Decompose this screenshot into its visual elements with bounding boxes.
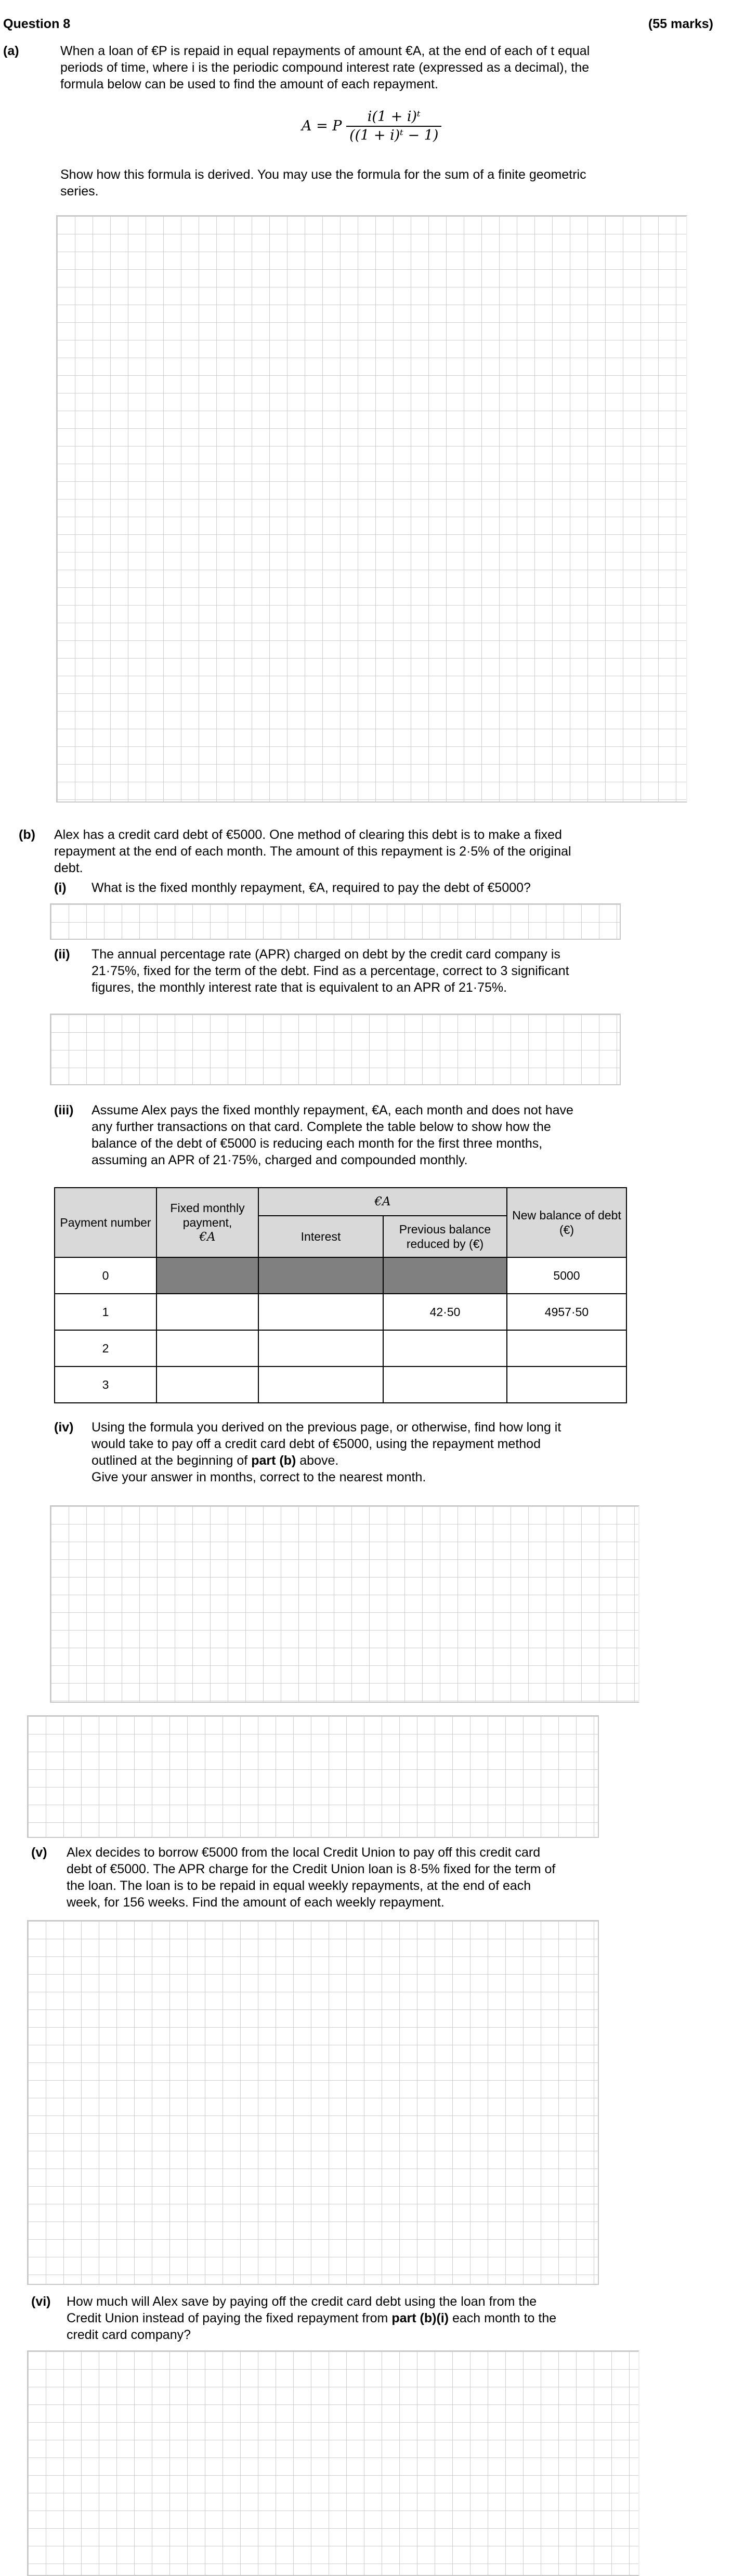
answer-grid-v[interactable] <box>27 1920 599 2285</box>
annuity-formula: A = P $\frac{\text{i(1 + i)ᵗ}}{\text{((1 + i)ᵗ − 1)}}$ <box>302 108 441 144</box>
part-i-text: What is the fixed monthly repayment, €A, required to pay the debt of €5000? <box>92 880 531 895</box>
table-row: 2 <box>55 1330 626 1366</box>
header-interest: Interest <box>258 1216 383 1257</box>
answer-grid-iv-cont[interactable] <box>27 1715 599 1838</box>
part-vi-text: How much will Alex save by paying off the credit card debt using the loan from the Credit Union instead of paying the fixed repayment from part (b)(i) each month to the credit card company? <box>67 2294 557 2342</box>
part-iv-text: Using the formula you derived on the previous page, or otherwise, find how long it would take to pay off a credit card debt of €5000, using the repayment method outlined at the beginning of part (b) above. Give your answer in months, correct to the nearest month. <box>92 1420 561 1484</box>
answer-grid-ii[interactable] <box>50 1014 621 1085</box>
answer-grid-a[interactable] <box>56 215 687 803</box>
part-a-text: When a loan of €P is repaid in equal repayments of amount €A, at the end of each of t equal periods of time, where i is the periodic compound interest rate (expressed as a decimal), the formula below can be used to find the amount of each repayment. <box>60 44 590 91</box>
header-payment-number: Payment number <box>55 1188 156 1257</box>
question-title: Question 8 <box>3 17 71 31</box>
header-new-balance: New balance of debt (€) <box>507 1188 626 1257</box>
part-b-label: (b) <box>19 827 35 842</box>
part-i-label: (i) <box>54 880 67 895</box>
part-v-text: Alex decides to borrow €5000 from the local Credit Union to pay off this credit card debt of €5000. The APR charge for the Credit Union loan is 8·5% fixed for the term of the loan. The loan is to be repaid in equal weekly repayments, at the end of each week, for 156 weeks. Find the amount of each weekly repayment. <box>67 1845 556 1910</box>
part-a-instruction: Show how this formula is derived. You may use the formula for the sum of a finite geometric series. <box>60 167 586 199</box>
table-row: 1 42·50 4957·50 <box>55 1294 626 1330</box>
marks-label: (55 marks) <box>648 17 713 31</box>
part-ii-label: (ii) <box>54 947 70 962</box>
part-b-text: Alex has a credit card debt of €5000. One method of clearing this debt is to make a fixed repayment at the end of each month. The amount of this repayment is 2·5% of the original debt. <box>54 827 571 875</box>
header-previous-balance: Previous balance reduced by (€) <box>383 1216 507 1257</box>
answer-grid-vi[interactable] <box>27 2350 639 2576</box>
part-ii-text: The annual percentage rate (APR) charged on debt by the credit card company is 21·75%, fixed for the term of the debt. Find as a percentage, correct to 3 significant figures, the monthly interest rate that is equivalent to an APR of 21·75%. <box>92 947 569 995</box>
header-fixed-monthly: Fixed monthly payment, €A <box>156 1188 258 1257</box>
answer-grid-i[interactable] <box>50 903 621 940</box>
header-group-a: €A <box>258 1188 507 1216</box>
part-iii-text: Assume Alex pays the fixed monthly repayment, €A, each month and does not have any further transactions on that card. Complete the table below to show how the balance of the debt of €5000 is reducing each month for the first three months, assuming an APR of 21·75%, charged and compounded monthly. <box>92 1103 573 1167</box>
table-row: 0 5000 <box>55 1257 626 1294</box>
part-a-label: (a) <box>3 44 19 58</box>
amortisation-table <box>54 1187 627 1403</box>
part-iv-label: (iv) <box>54 1420 74 1435</box>
answer-grid-iv[interactable] <box>50 1505 639 1703</box>
part-iii-label: (iii) <box>54 1103 74 1118</box>
part-vi-label: (vi) <box>31 2294 51 2309</box>
part-v-label: (v) <box>31 1845 47 1860</box>
table-row: 3 <box>55 1366 626 1403</box>
